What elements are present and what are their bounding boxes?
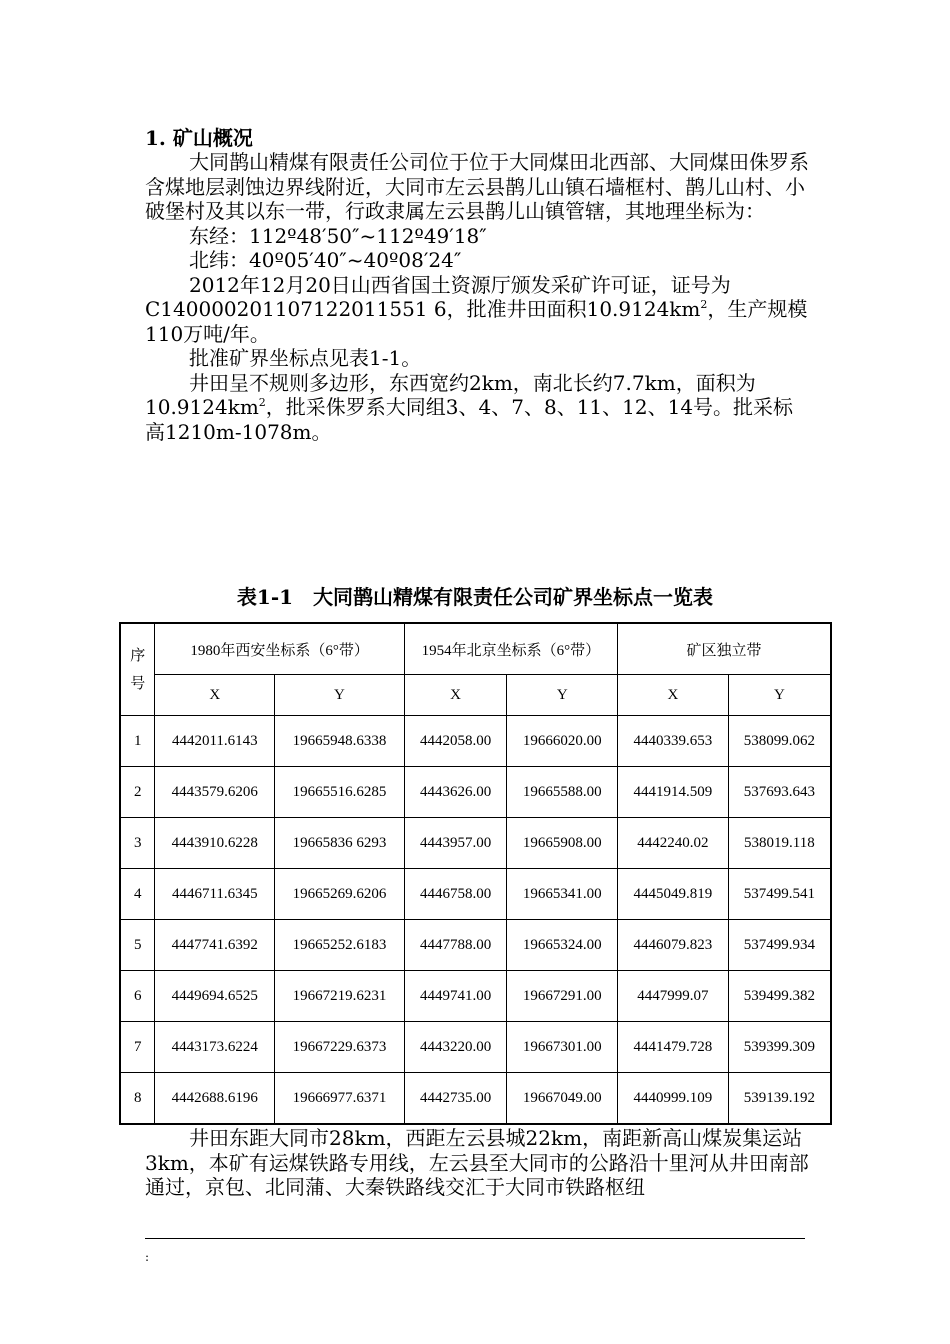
table-cell: 4440999.109 <box>618 1073 729 1125</box>
license-text-b: ，生产规模110万吨/年。 <box>145 297 808 346</box>
table-title: 表1-1 大同鹊山精煤有限责任公司矿界坐标点一览表 <box>236 585 714 609</box>
table-cell: 19665269.6206 <box>275 869 405 920</box>
table-cell: 4443220.00 <box>404 1022 507 1073</box>
table-cell: 539399.309 <box>728 1022 831 1073</box>
table-row <box>120 1073 831 1125</box>
longitude-line: 东经：112º48′50″~112º49′18″ <box>189 223 487 248</box>
table-cell: 4449694.6525 <box>155 971 275 1022</box>
footer-divider <box>145 1238 805 1239</box>
table-cell: 7 <box>120 1022 155 1073</box>
license-superscript: 2 <box>700 298 708 311</box>
table-cell: 4442240.02 <box>618 818 729 869</box>
x-header: X <box>618 675 729 716</box>
table-cell: 1 <box>120 716 155 767</box>
table-cell: 19665908.00 <box>507 818 618 869</box>
table-cell: 3 <box>120 818 155 869</box>
table-cell: 4440339.653 <box>618 716 729 767</box>
location-paragraph: 大同鹊山精煤有限责任公司位于位于大同煤田北西部、大同煤田侏罗系含煤地层剥蚀边界线附近，大同市左云县鹊儿山镇石墙框村、鹊儿山村、小破堡村及其以东一带，行政隶属左云县鹊儿山镇管辖，其地理坐标为： <box>145 150 809 223</box>
table-cell: 4447999.07 <box>618 971 729 1022</box>
table-cell: 537693.643 <box>728 767 831 818</box>
shape-superscript: 2 <box>258 396 266 409</box>
table-cell: 19665341.00 <box>507 869 618 920</box>
table-cell: 19667301.00 <box>507 1022 618 1073</box>
table-cell: 4441479.728 <box>618 1022 729 1073</box>
table-row <box>120 869 831 920</box>
table-cell: 4443626.00 <box>404 767 507 818</box>
latitude-line: 北纬：40º05′40″~40º08′24″ <box>189 248 462 272</box>
table-cell: 4446079.823 <box>618 920 729 971</box>
local-zone-header: 矿区独立带 <box>618 623 831 675</box>
beijing-1954-header: 1954年北京坐标系（6°带） <box>404 623 617 675</box>
table-cell: 538019.118 <box>728 818 831 869</box>
x-header: X <box>404 675 507 716</box>
table-cell: 537499.934 <box>728 920 831 971</box>
table-cell: 4443173.6224 <box>155 1022 275 1073</box>
table-cell: 19666977.6371 <box>275 1073 405 1125</box>
table-cell: 4443910.6228 <box>155 818 275 869</box>
table-cell: 4446711.6345 <box>155 869 275 920</box>
y-header: Y <box>275 675 405 716</box>
table-cell: 19667049.00 <box>507 1073 618 1125</box>
transport-paragraph: 井田东距大同市28km，西距左云县城22km，南距新高山煤炭集运站3km，本矿有运煤铁路专用线，左云县至大同市的公路沿十里河从井田南部通过，京包、北同蒲、大秦铁路线交汇于大同市铁路枢纽 <box>145 1126 809 1199</box>
footer-mark: : <box>145 1250 150 1264</box>
table-cell: 5 <box>120 920 155 971</box>
table-row <box>120 1022 831 1073</box>
table-cell: 4441914.509 <box>618 767 729 818</box>
table-cell: 4442011.6143 <box>155 716 275 767</box>
table-cell: 19667219.6231 <box>275 971 405 1022</box>
after-table-section <box>145 1126 810 1200</box>
table-row <box>120 971 831 1022</box>
table-cell: 2 <box>120 767 155 818</box>
table-row <box>120 716 831 767</box>
table-cell: 4 <box>120 869 155 920</box>
intro-section <box>145 150 810 444</box>
table-cell: 538099.062 <box>728 716 831 767</box>
table-cell: 8 <box>120 1073 155 1125</box>
table-row <box>120 818 831 869</box>
coordinate-table <box>119 622 832 1125</box>
x-header: X <box>155 675 275 716</box>
table-cell: 537499.541 <box>728 869 831 920</box>
license-text-a: 2012年12月20日山西省国土资源厅颁发采矿许可证，证号为C140000201107122011551 6，批准井田面积10.9124km <box>145 272 731 321</box>
table-cell: 19665836 6293 <box>275 818 405 869</box>
table-cell: 4443579.6206 <box>155 767 275 818</box>
table-row <box>120 920 831 971</box>
y-header: Y <box>507 675 618 716</box>
table-cell: 4447741.6392 <box>155 920 275 971</box>
table-cell: 19665252.6183 <box>275 920 405 971</box>
table-cell: 19665948.6338 <box>275 716 405 767</box>
shape-text-b: ，批采侏罗系大同组3、4、7、8、11、12、14号。批采标高1210m-1078m。 <box>145 395 794 444</box>
license-paragraph <box>145 273 810 347</box>
shape-text-a: 井田呈不规则多边形，东西宽约2km，南北长约7.7km，面积为10.9124km <box>145 370 756 419</box>
seq-header: 序号 <box>120 623 155 716</box>
table-cell: 6 <box>120 971 155 1022</box>
table-cell: 539499.382 <box>728 971 831 1022</box>
table-cell: 4442058.00 <box>404 716 507 767</box>
table-cell: 19667291.00 <box>507 971 618 1022</box>
table-cell: 19667229.6373 <box>275 1022 405 1073</box>
table-cell: 4446758.00 <box>404 869 507 920</box>
table-cell: 539139.192 <box>728 1073 831 1125</box>
table-cell: 4443957.00 <box>404 818 507 869</box>
table-cell: 19665324.00 <box>507 920 618 971</box>
y-header: Y <box>728 675 831 716</box>
table-cell: 4447788.00 <box>404 920 507 971</box>
table-cell: 4449741.00 <box>404 971 507 1022</box>
see-table-paragraph: 批准矿界坐标点见表1-1。 <box>189 346 422 370</box>
xian-1980-header: 1980年西安坐标系（6°带） <box>155 623 404 675</box>
table-cell: 4445049.819 <box>618 869 729 920</box>
table-row <box>120 767 831 818</box>
table-cell: 19666020.00 <box>507 716 618 767</box>
shape-paragraph <box>145 371 810 445</box>
table-header-row <box>120 623 831 675</box>
table-subheader-row <box>120 675 831 716</box>
table-cell: 19665516.6285 <box>275 767 405 818</box>
table-cell: 4442735.00 <box>404 1073 507 1125</box>
table-cell: 4442688.6196 <box>155 1073 275 1125</box>
table-cell: 19665588.00 <box>507 767 618 818</box>
section-heading: 1. 矿山概况 <box>145 126 253 150</box>
